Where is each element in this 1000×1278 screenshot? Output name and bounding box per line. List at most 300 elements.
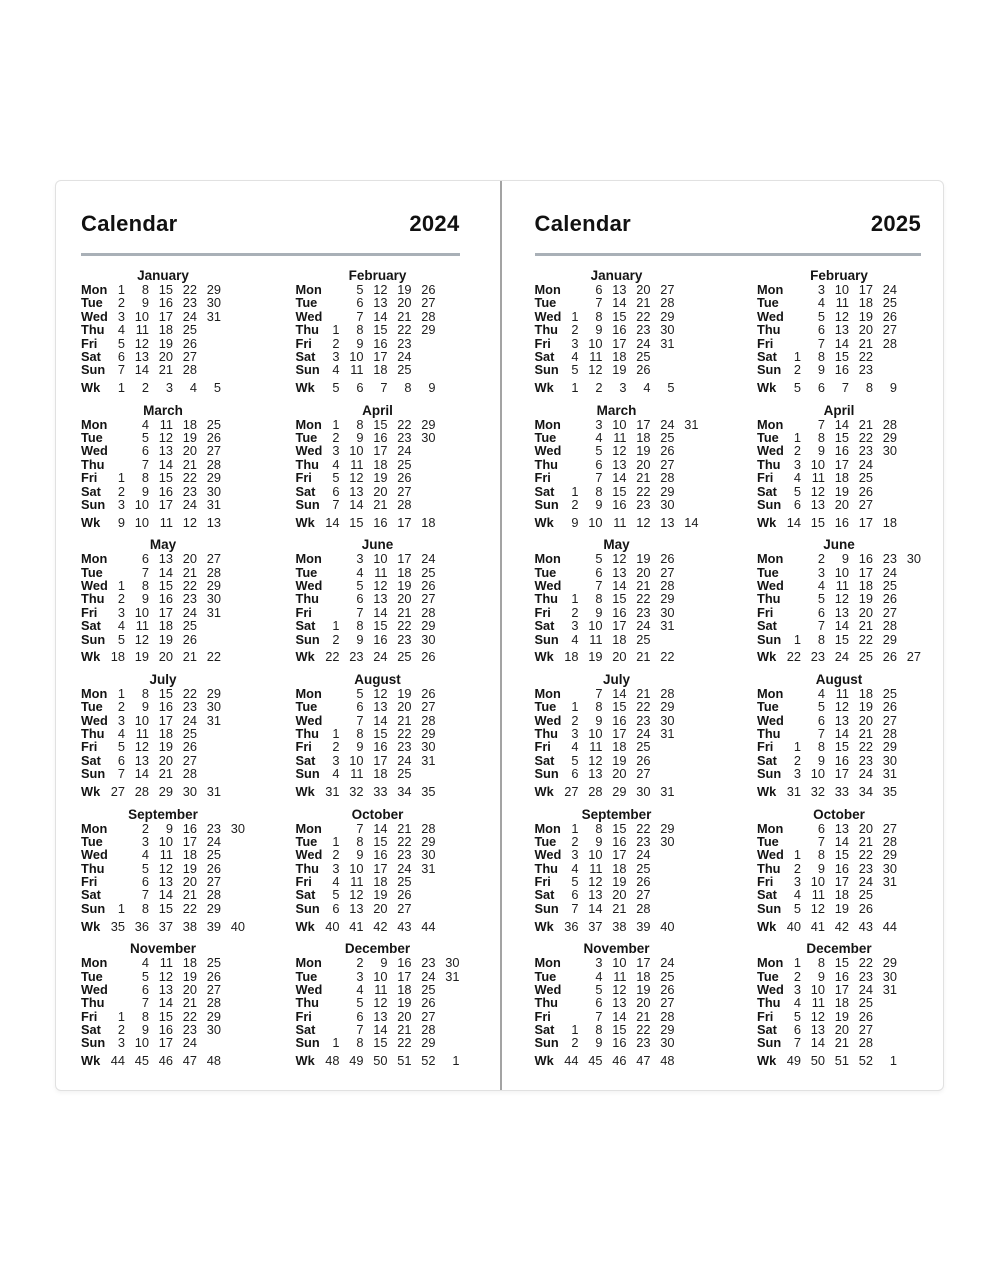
date-cell (555, 687, 579, 700)
day-label: Thu (295, 456, 319, 472)
week-row (296, 920, 460, 933)
date-cell: 8 (817, 631, 825, 647)
month-row (757, 633, 921, 646)
date-cell: 20 (373, 900, 388, 916)
month-row (81, 444, 245, 457)
date-cell: 28 (636, 900, 651, 916)
date-cell: 31 (660, 618, 675, 634)
day-label: Mon (757, 282, 784, 297)
week-number-cell: 11 (613, 514, 627, 530)
date-cell (897, 283, 921, 296)
week-number-cell: 26 (882, 649, 897, 665)
date-cell: 21 (182, 995, 197, 1011)
month-rows (81, 283, 245, 395)
date-cell: 3 (332, 443, 340, 459)
date-cell: 10 (349, 752, 364, 768)
date-cell: 23 (636, 604, 651, 620)
date-cell: 13 (834, 322, 849, 338)
date-cell: 6 (332, 900, 340, 916)
day-label: Fri (534, 335, 551, 351)
day-label: Mon (81, 416, 108, 432)
date-cell (651, 862, 675, 875)
date-cell: 11 (135, 618, 149, 634)
date-cell (436, 579, 460, 592)
week-number-cell (897, 381, 921, 394)
day-label: Fri (757, 739, 774, 755)
date-cell: 7 (817, 726, 825, 742)
day-label: Fri (81, 739, 98, 755)
date-cell: 22 (858, 739, 873, 755)
date-cell: 6 (793, 1022, 801, 1038)
date-cell: 7 (141, 456, 149, 472)
date-cell (897, 740, 921, 753)
date-cell: 2 (793, 968, 801, 984)
week-number-cell: 36 (564, 918, 579, 934)
date-cell (897, 875, 921, 888)
date-cell: 28 (660, 578, 675, 594)
date-cell: 17 (158, 604, 173, 620)
date-cell: 11 (835, 295, 849, 311)
date-cell: 28 (182, 362, 197, 378)
date-cell: 25 (660, 968, 675, 984)
date-cell: 27 (421, 1008, 436, 1024)
date-cell: 16 (858, 551, 873, 567)
date-cell (221, 579, 245, 592)
page-header (535, 211, 922, 237)
week-number-cell: 15 (349, 514, 364, 530)
date-cell: 19 (612, 752, 627, 768)
date-cell: 14 (158, 456, 173, 472)
week-label: Wk (757, 784, 777, 800)
date-cell (873, 363, 897, 376)
month-row (535, 767, 699, 780)
month-row (81, 579, 245, 592)
month-row (296, 498, 460, 511)
date-cell: 28 (182, 766, 197, 782)
day-label: Mon (295, 820, 322, 836)
date-cell: 7 (595, 685, 603, 701)
month-row (535, 822, 699, 835)
month-row (296, 323, 460, 336)
date-cell (436, 431, 460, 444)
date-cell (412, 458, 436, 471)
week-number-cell: 51 (397, 1053, 412, 1069)
date-cell: 24 (421, 551, 436, 567)
date-cell: 15 (612, 1022, 627, 1038)
month-row (296, 552, 460, 565)
date-cell (436, 310, 460, 323)
day-label: Sat (81, 483, 101, 499)
month-rows (757, 418, 921, 530)
date-cell: 16 (158, 591, 173, 607)
date-cell: 21 (158, 362, 173, 378)
date-cell: 11 (350, 362, 364, 378)
page-title: Calendar (534, 211, 632, 236)
date-cell: 10 (588, 618, 603, 634)
date-cell: 26 (660, 443, 675, 459)
date-cell: 2 (571, 496, 579, 512)
date-cell (101, 983, 125, 996)
date-cell (436, 996, 460, 1009)
week-number-cell: 31 (206, 784, 221, 800)
week-row (81, 785, 245, 798)
date-cell (777, 579, 801, 592)
date-cell: 3 (117, 604, 125, 620)
date-cell: 27 (206, 443, 221, 459)
date-cell: 19 (636, 551, 651, 567)
date-cell (897, 996, 921, 1009)
date-cell: 12 (834, 308, 849, 324)
date-cell (316, 566, 340, 579)
date-cell (101, 458, 125, 471)
date-cell: 17 (834, 981, 849, 997)
month-rows (535, 687, 699, 799)
month-row (81, 296, 245, 309)
month-row (535, 579, 699, 592)
date-cell: 2 (332, 739, 340, 755)
date-cell (316, 983, 340, 996)
week-number-cell: 52 (421, 1053, 436, 1069)
month-row (535, 552, 699, 565)
date-cell (873, 996, 897, 1009)
date-cell: 22 (182, 1008, 197, 1024)
date-cell: 2 (141, 820, 149, 836)
date-cell: 26 (206, 860, 221, 876)
week-number-cell: 50 (373, 1053, 388, 1069)
date-cell: 26 (660, 551, 675, 567)
date-cell (436, 754, 460, 767)
date-cell: 1 (332, 833, 340, 849)
date-cell (101, 862, 125, 875)
date-cell: 18 (636, 968, 651, 984)
day-label: Mon (757, 551, 784, 567)
date-cell (555, 983, 579, 996)
month-row (296, 592, 460, 605)
week-number-cell (675, 785, 699, 798)
date-cell: 2 (117, 483, 125, 499)
date-cell (221, 700, 245, 713)
date-cell: 6 (356, 295, 364, 311)
date-cell: 31 (206, 308, 221, 324)
day-label: Wed (534, 847, 562, 863)
week-number-cell: 9 (571, 514, 579, 530)
date-cell (897, 970, 921, 983)
date-cell (897, 323, 921, 336)
day-label: Wed (295, 578, 323, 594)
date-cell: 20 (158, 752, 173, 768)
date-cell: 20 (373, 483, 388, 499)
week-label: Wk (295, 514, 315, 530)
week-number-cell: 45 (134, 1053, 149, 1069)
month-block (535, 941, 699, 1068)
month-row (296, 296, 460, 309)
date-cell: 22 (182, 578, 197, 594)
day-label: Sat (295, 887, 316, 903)
date-cell: 21 (612, 900, 627, 916)
date-cell: 30 (882, 443, 897, 459)
date-cell: 1 (332, 1035, 340, 1051)
week-number-cell: 46 (612, 1053, 627, 1069)
date-cell: 27 (206, 874, 221, 890)
date-cell: 14 (612, 295, 627, 311)
date-cell (651, 363, 675, 376)
month-row (535, 619, 699, 632)
month-row (296, 337, 460, 350)
day-label: Mon (757, 820, 784, 836)
day-label: Fri (295, 335, 312, 351)
date-cell: 23 (397, 739, 412, 755)
date-cell (436, 1010, 460, 1023)
day-label: Mon (81, 955, 108, 971)
date-cell: 9 (356, 631, 364, 647)
date-cell: 8 (595, 820, 603, 836)
date-cell: 19 (858, 308, 873, 324)
date-cell (897, 566, 921, 579)
day-label: Sun (81, 496, 106, 512)
date-cell (436, 444, 460, 457)
date-cell: 28 (206, 456, 221, 472)
date-cell: 19 (373, 470, 388, 486)
date-cell: 19 (612, 362, 627, 378)
week-number-cell: 28 (134, 784, 149, 800)
date-cell: 19 (182, 860, 197, 876)
month-row (81, 983, 245, 996)
month-row (296, 956, 460, 969)
date-cell: 18 (373, 362, 388, 378)
week-number-cell: 19 (588, 649, 603, 665)
month-row (535, 983, 699, 996)
month-name: May (149, 537, 177, 553)
date-cell (316, 822, 340, 835)
week-label: Wk (534, 514, 554, 530)
day-label: Fri (757, 1008, 774, 1024)
date-cell: 12 (134, 631, 149, 647)
date-cell (897, 848, 921, 861)
date-cell: 30 (206, 699, 221, 715)
date-cell: 24 (660, 955, 675, 971)
date-cell: 7 (356, 1022, 364, 1038)
date-cell: 25 (636, 860, 651, 876)
date-cell: 28 (206, 995, 221, 1011)
date-cell: 26 (206, 430, 221, 446)
week-number-cell (897, 516, 921, 529)
month-block (296, 807, 460, 934)
date-cell (897, 862, 921, 875)
date-cell: 24 (636, 618, 651, 634)
month-row (757, 970, 921, 983)
day-label: Wed (757, 981, 784, 997)
month-row (296, 835, 460, 848)
day-label: Sat (757, 483, 777, 499)
month-row (81, 592, 245, 605)
day-label: Sun (757, 362, 782, 378)
day-label: Sat (81, 618, 101, 634)
date-cell (873, 1010, 897, 1023)
date-cell: 16 (834, 860, 849, 876)
date-cell: 19 (158, 335, 173, 351)
date-cell (221, 888, 245, 901)
date-cell: 17 (373, 860, 388, 876)
date-cell: 12 (373, 578, 388, 594)
date-cell: 30 (421, 631, 436, 647)
week-number-cell: 23 (349, 649, 364, 665)
date-cell: 13 (834, 820, 849, 836)
date-cell: 18 (636, 430, 651, 446)
month-block (81, 807, 245, 934)
date-cell: 24 (397, 348, 412, 364)
month-block (757, 403, 921, 530)
date-cell: 22 (858, 955, 873, 971)
month-row (296, 767, 460, 780)
date-cell: 12 (834, 699, 849, 715)
date-cell: 21 (397, 308, 412, 324)
month-row (535, 862, 699, 875)
date-cell (221, 970, 245, 983)
month-rows (296, 418, 460, 530)
date-cell: 30 (230, 820, 245, 836)
date-cell: 28 (660, 295, 675, 311)
day-label: Sun (534, 631, 559, 647)
date-cell: 28 (421, 712, 436, 728)
date-cell (221, 1010, 245, 1023)
day-label: Sat (295, 752, 316, 768)
week-number-cell: 9 (117, 514, 125, 530)
date-cell: 5 (332, 470, 340, 486)
month-row (296, 350, 460, 363)
day-label: Fri (295, 739, 312, 755)
month-row (81, 552, 245, 565)
date-cell: 17 (834, 456, 849, 472)
week-number-cell: 8 (865, 380, 873, 396)
month-row (296, 566, 460, 579)
month-row (757, 754, 921, 767)
date-cell: 6 (356, 591, 364, 607)
date-cell: 8 (595, 1022, 603, 1038)
date-cell (197, 363, 221, 376)
date-cell: 5 (141, 968, 149, 984)
date-cell (221, 350, 245, 363)
date-cell: 13 (834, 712, 849, 728)
month-row (757, 350, 921, 363)
month-row (296, 888, 460, 901)
date-cell: 1 (117, 578, 125, 594)
date-cell: 23 (206, 820, 221, 836)
day-label: Mon (757, 955, 784, 971)
date-cell: 10 (612, 955, 627, 971)
date-cell: 25 (182, 322, 197, 338)
date-cell: 25 (421, 981, 436, 997)
date-cell: 7 (141, 564, 149, 580)
date-cell: 12 (612, 443, 627, 459)
day-label: Fri (757, 335, 774, 351)
date-cell: 11 (350, 456, 364, 472)
date-cell (555, 552, 579, 565)
date-cell: 7 (332, 496, 340, 512)
date-cell: 17 (858, 282, 873, 297)
date-cell: 23 (636, 322, 651, 338)
date-cell (675, 996, 699, 1009)
week-number-cell: 17 (858, 514, 873, 530)
day-label: Tue (757, 968, 779, 984)
date-cell (555, 956, 579, 969)
week-number-cell: 45 (588, 1053, 603, 1069)
day-label: Thu (295, 726, 319, 742)
week-label: Wk (757, 1053, 777, 1069)
date-cell: 11 (811, 995, 825, 1011)
date-cell (436, 606, 460, 619)
date-cell: 19 (182, 430, 197, 446)
date-cell: 7 (356, 820, 364, 836)
date-cell: 27 (397, 483, 412, 499)
date-cell: 28 (206, 887, 221, 903)
week-number-cell: 40 (230, 918, 245, 934)
day-label: Sat (757, 618, 777, 634)
day-label: Tue (295, 968, 318, 984)
date-cell: 21 (397, 712, 412, 728)
week-number-cell: 5 (213, 380, 221, 396)
month-block (81, 268, 245, 395)
date-cell: 21 (373, 496, 388, 512)
date-cell: 10 (134, 604, 149, 620)
week-number-cell: 11 (159, 514, 173, 530)
date-cell: 1 (571, 591, 579, 607)
month-row (296, 418, 460, 431)
week-number-cell (221, 381, 245, 394)
date-cell: 1 (793, 955, 801, 971)
date-cell (897, 296, 921, 309)
month-block (535, 537, 699, 664)
day-label: Sun (295, 631, 320, 647)
date-cell: 3 (356, 551, 364, 567)
date-cell (555, 283, 579, 296)
date-cell (436, 835, 460, 848)
date-cell: 11 (374, 981, 388, 997)
date-cell (675, 862, 699, 875)
date-cell: 10 (834, 564, 849, 580)
month-row (535, 498, 699, 511)
month-block (757, 807, 921, 934)
date-cell: 8 (356, 322, 364, 338)
date-cell (651, 350, 675, 363)
date-cell: 16 (834, 968, 849, 984)
date-cell: 15 (612, 820, 627, 836)
week-number-cell: 48 (206, 1053, 221, 1069)
date-cell: 14 (810, 1035, 825, 1051)
date-cell: 30 (421, 430, 436, 446)
date-cell: 16 (612, 604, 627, 620)
month-row (757, 996, 921, 1009)
date-cell: 11 (159, 847, 173, 863)
date-cell (101, 996, 125, 1009)
week-number-cell: 34 (397, 784, 412, 800)
date-cell: 28 (858, 1035, 873, 1051)
date-cell: 30 (660, 322, 675, 338)
date-cell (221, 498, 245, 511)
date-cell: 4 (141, 955, 149, 971)
date-cell: 26 (421, 578, 436, 594)
week-row (757, 785, 921, 798)
date-cell (897, 485, 921, 498)
date-cell: 12 (612, 551, 627, 567)
date-cell: 8 (817, 430, 825, 446)
day-label: Sun (295, 362, 320, 378)
week-row (757, 1054, 921, 1067)
month-row (81, 740, 245, 753)
date-cell (897, 633, 921, 646)
date-cell: 1 (571, 699, 579, 715)
week-number-cell: 29 (612, 784, 627, 800)
date-cell: 26 (182, 631, 197, 647)
